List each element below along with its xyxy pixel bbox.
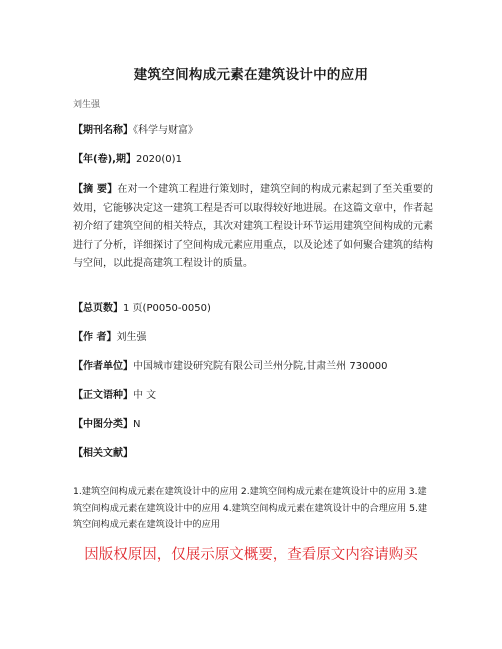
- authors-field: [73, 329, 433, 347]
- classification-field: [73, 416, 433, 434]
- related-documents-list: 1.建筑空间构成元素在建筑设计中的应用 2.建筑空间构成元素在建筑设计中的应用 3.建筑空间构成元素在建筑设计中的应用 4.建筑空间构成元素在建筑设计中的合理应用 5.建筑空间构成元素在建筑设计中的应用: [73, 486, 428, 530]
- year-label: 【年(卷),期】: [73, 154, 136, 165]
- authors-label: 【作 者】: [73, 332, 117, 343]
- authors-value: 刘生强: [116, 332, 147, 343]
- language-label: 【正文语种】: [73, 390, 133, 401]
- language-value: 中 文: [133, 390, 157, 401]
- journal-label: 【期刊名称】: [73, 125, 133, 136]
- pages-field: [73, 300, 433, 318]
- pages-value: 1 页(P0050-0050): [123, 303, 211, 314]
- affiliation-field: [73, 358, 433, 376]
- author-line: 刘生强: [73, 100, 101, 110]
- affiliation-value: 中国城市建设研究院有限公司兰州分院,甘肃兰州 730000: [133, 361, 388, 372]
- copyright-notice-banner: 因版权原因，仅展示原文概要，查看原文内容请购买: [84, 547, 418, 563]
- classification-value: N: [133, 419, 141, 430]
- journal-value: 《科学与财富》: [133, 125, 198, 136]
- related-field: [73, 445, 433, 463]
- year-field: [73, 151, 433, 169]
- document-title: 建筑空间构成元素在建筑设计中的应用: [133, 67, 369, 83]
- classification-label: 【中图分类】: [73, 419, 133, 430]
- journal-field: [73, 122, 433, 140]
- abstract-text: 在对一个建筑工程进行策划时，建筑空间的构成元素起到了至关重要的效用，它能够决定这一建筑工程是否可以取得较好地进展。在这篇文章中，作者起初介绍了建筑空间的相关特点，其次对建筑工程设计环节运用建筑空间构成的元素进行了分析，详细探讨了空间构成元素应用重点，以及论述了如何聚合建筑的结构与空间，以此提高建筑工程设计的质量。: [73, 184, 434, 269]
- affiliation-label: 【作者单位】: [73, 361, 133, 372]
- abstract-block: [73, 181, 433, 274]
- related-label: 【相关文献】: [73, 448, 133, 459]
- pages-label: 【总页数】: [73, 303, 123, 314]
- year-value: 2020(0)1: [135, 154, 182, 165]
- language-field: [73, 387, 433, 405]
- abstract-label: 【摘 要】: [73, 184, 118, 195]
